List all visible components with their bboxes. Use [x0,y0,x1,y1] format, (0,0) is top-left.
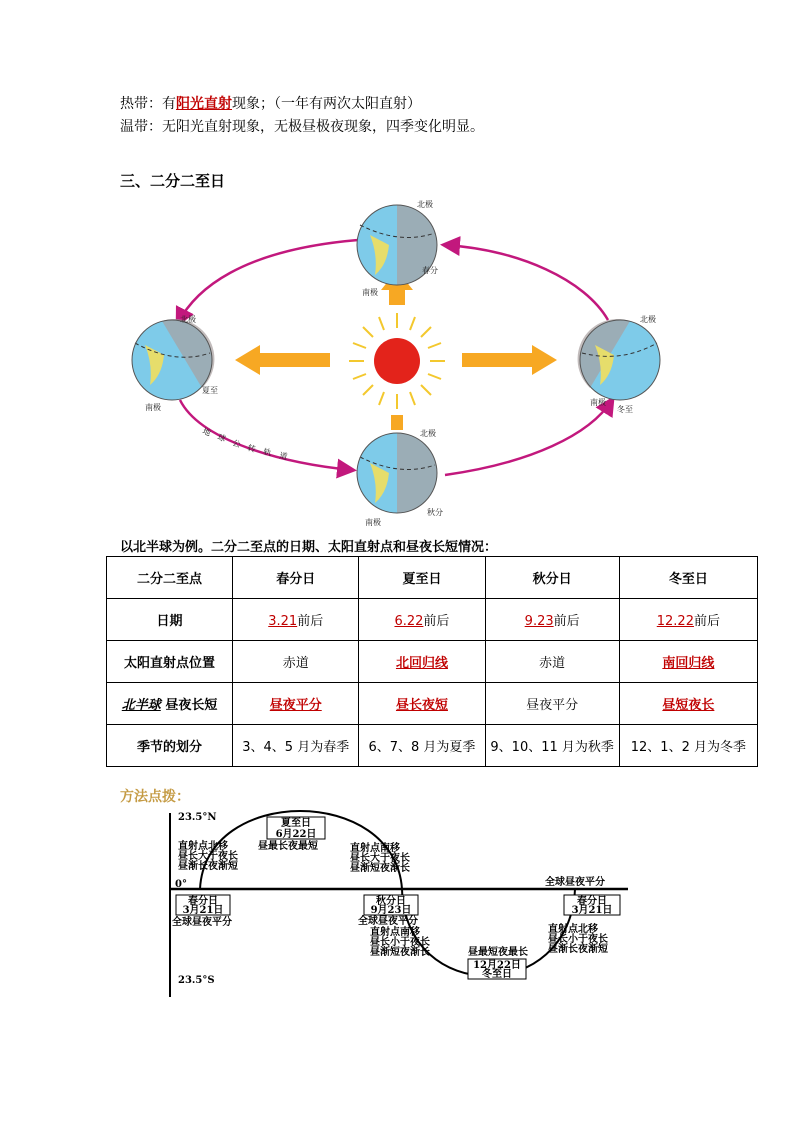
summer-box-line2: 6月22日 [275,829,317,840]
sun-path-diagram [150,805,640,1005]
row-label: 太阳直射点位置 [107,641,233,683]
table-cell [233,683,359,725]
table-row [107,641,758,683]
orbit-char-1: 地 [201,426,213,438]
lat-south-label: 23.5°S [178,975,215,986]
table-cell [619,641,757,683]
after-autumn-line3: 昼渐短夜渐长 [370,947,430,958]
table-caption: 以北半球为例。二分二至点的日期、太阳直射点和昼夜长短情况： [120,540,498,555]
tropic-label: 热带：有 [120,96,176,112]
left-up-line3: 昼渐长夜渐短 [178,861,238,872]
winter-box-line2: 冬至日 [482,969,512,980]
date-num: 9.23 [524,614,554,629]
table-cell: 12、1、2 月为冬季 [619,725,757,767]
table-cell [359,683,485,725]
table-cell: 3、4、5 月为春季 [233,725,359,767]
autumn-box-line2: 9月23日 [370,905,412,916]
tropic-line [120,94,421,114]
table-cell: 9、10、11 月为秋季 [485,725,619,767]
orbit-char-6: 道 [278,451,289,462]
table-cell [359,599,485,641]
mid-down-line2: 昼长大于夜长 [350,853,410,864]
spring-note: 全球昼夜平分 [172,917,232,928]
right-up-line2: 昼长小于夜长 [548,934,608,945]
arrow-down-stub-icon [391,415,403,430]
autumn-note: 全球昼夜平分 [358,916,418,927]
spring-north-label: 北极 [417,200,433,209]
tropic-highlight: 阳光直射 [176,96,232,112]
date-suffix: 前后 [693,614,720,629]
table-cell [359,641,485,683]
arrow-right-icon [462,345,557,375]
header-cell: 春分日 [233,557,359,599]
table-cell: 赤道 [233,641,359,683]
cell-highlight: 南回归线 [662,656,715,671]
orbit-char-4: 转 [246,443,257,455]
table-cell: 赤道 [485,641,619,683]
tropic-rest: 现象；（一年有两次太阳直射） [232,96,421,112]
date-suffix: 前后 [423,614,450,629]
winter-south-label: 南极 [590,398,606,407]
temperate-line: 温带：无阳光直射现象，无极昼极夜现象，四季变化明显。 [120,119,484,135]
row-label: 日期 [107,599,233,641]
header-cell: 二分二至点 [107,557,233,599]
right-up-line3: 昼渐长夜渐短 [548,944,608,955]
header-cell: 冬至日 [619,557,757,599]
arrow-left-icon [235,345,330,375]
autumn-north-label: 北极 [420,429,436,438]
date-suffix: 前后 [297,614,324,629]
row-label-italic: 北半球 [121,698,161,713]
globe-winter-icon [578,319,660,400]
summer-box-line1: 夏至日 [281,818,311,829]
date-num: 6.22 [394,614,424,629]
orbit-arc-winter-spring [445,245,608,320]
cell-highlight: 昼短夜长 [662,698,715,713]
table-row [107,725,758,767]
left-up-line2: 昼长大于夜长 [178,851,238,862]
section-heading: 三、二分二至日 [120,172,226,190]
table-cell: 6、7、8 月为夏季 [359,725,485,767]
date-num: 12.22 [656,614,694,629]
table-row [107,599,758,641]
spring-south-label: 南极 [362,288,378,297]
cell-highlight: 昼夜平分 [269,698,322,713]
right-note: 全球昼夜平分 [545,877,605,888]
solstice-table [106,556,758,767]
table-cell [485,599,619,641]
date-num: 3.21 [268,614,298,629]
winter-note: 昼最短夜最长 [468,947,528,958]
autumn-south-label: 南极 [365,518,381,527]
summer-label: 夏至 [202,386,218,395]
left-up-line1: 直射点北移 [178,841,228,852]
table-row [107,683,758,725]
spring-box-line2: 3月21日 [182,905,224,916]
row-label: 季节的划分 [107,725,233,767]
globe-autumn-icon [357,433,437,513]
after-autumn-line2: 昼长小于夜长 [370,937,430,948]
summer-north-label: 北极 [180,315,196,324]
row-label-rest: 昼夜长短 [165,698,218,713]
lat-north-label: 23.5°N [178,812,217,823]
after-autumn-line1: 直射点南移 [370,927,420,938]
autumn-box-line1: 秋分日 [376,896,406,907]
method-title: 方法点拨： [120,789,190,805]
summer-note: 昼最长夜最短 [258,841,318,852]
summer-south-label: 南极 [145,403,161,412]
table-cell [619,599,757,641]
row-label [107,683,233,725]
orbit-arc-spring-summer [178,240,358,323]
table-header-row [107,557,758,599]
spring-box-line1: 春分日 [188,896,218,907]
cell-highlight: 北回归线 [395,656,448,671]
table-cell: 昼夜平分 [485,683,619,725]
spring-label: 春分 [422,266,438,275]
right-up-line1: 直射点北移 [548,924,598,935]
mid-down-line3: 昼渐短夜渐长 [350,863,410,874]
table-cell [233,599,359,641]
table-cell [619,683,757,725]
orbit-char-5: 轨 [262,447,273,458]
orbit-diagram [120,195,680,530]
cell-highlight: 昼长夜短 [395,698,448,713]
date-suffix: 前后 [553,614,580,629]
right-box-line2: 3月21日 [571,905,613,916]
orbit-arc-autumn-winter [445,400,612,475]
orbit-char-2: 球 [216,432,227,444]
mid-down-line1: 直射点南移 [350,843,400,854]
winter-north-label: 北极 [640,315,656,324]
header-cell: 夏至日 [359,557,485,599]
winter-label: 冬至 [617,405,633,414]
orbit-char-3: 公 [231,438,242,450]
autumn-label: 秋分 [427,508,443,517]
header-cell: 秋分日 [485,557,619,599]
right-box-line1: 春分日 [577,896,607,907]
sun-icon [349,313,445,409]
lat-zero-label: 0° [175,879,187,890]
winter-box-line1: 12月22日 [473,960,521,971]
